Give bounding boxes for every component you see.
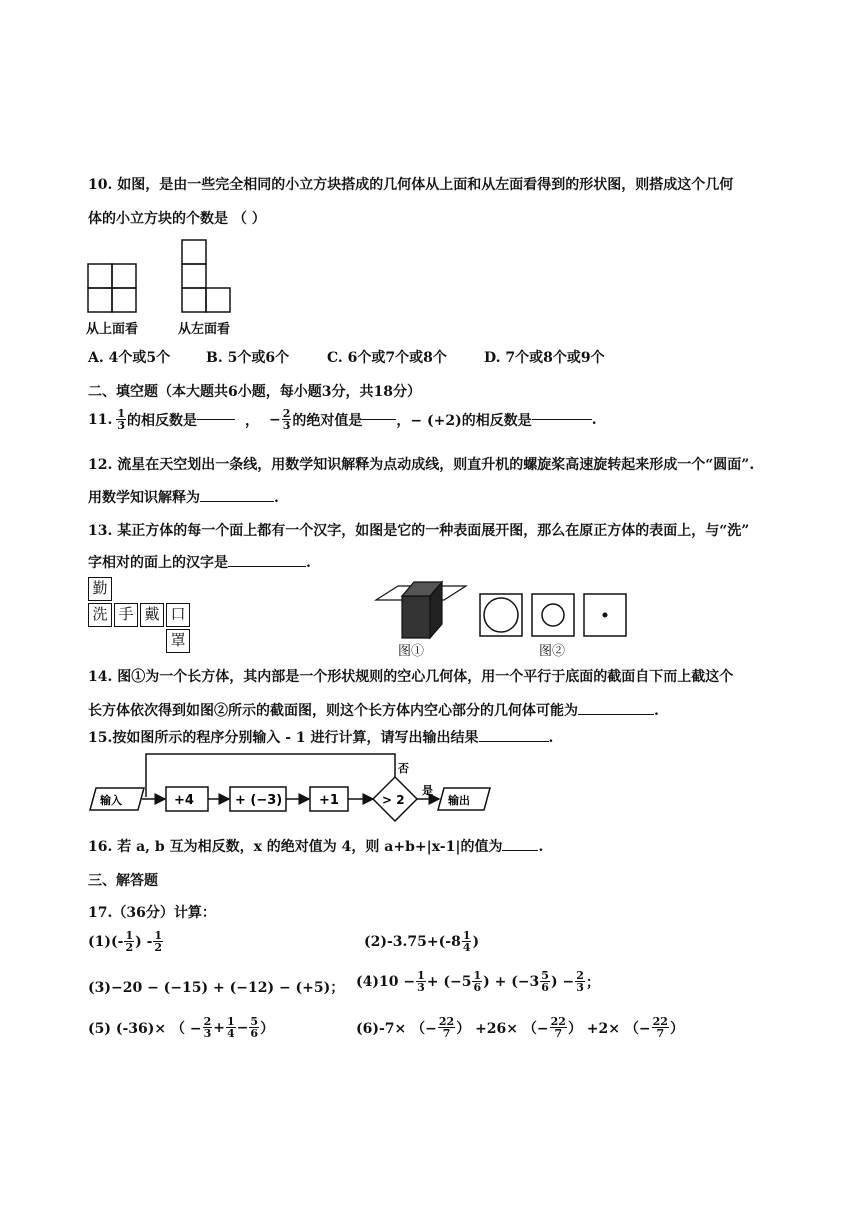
- flow-input-label: 输入: [100, 794, 122, 807]
- q14-line1: 14. 图①为一个长方体，其内部是一个形状规则的空心几何体，用一个平行于底面的截面自下而上截这个: [88, 669, 734, 685]
- q12-line1: 12. 流星在天空划出一条线，用数学知识解释为点动成线，则直升机的螺旋桨高速旋转起来形成一个“圆面”.: [88, 457, 755, 473]
- q10-option-c: C. 6个或7个或8个: [327, 350, 447, 366]
- cube-net: [88, 577, 198, 655]
- left-view-cell: [182, 264, 206, 288]
- figure2-caption: 图②: [539, 644, 566, 659]
- answer-blank[interactable]: [362, 419, 396, 420]
- q17-heading: 17.（36分）计算：: [88, 905, 216, 921]
- answer-blank[interactable]: [502, 850, 538, 851]
- loop-back-line: [146, 754, 395, 797]
- fraction: $\frac{1}{4}$: [227, 1015, 235, 1040]
- answer-blank[interactable]: [197, 419, 235, 420]
- fraction: $\frac{2}{3}$: [282, 407, 291, 432]
- left-view-cell: [182, 240, 206, 264]
- fraction: $\frac{2}{3}$: [203, 1015, 212, 1040]
- label-left-view: 从左面看: [178, 322, 231, 337]
- q17-part3: (3)−20 − (−15) + (−12) − (+5)；: [88, 980, 345, 996]
- net-face: 口: [166, 603, 190, 627]
- left-view-cell: [182, 288, 206, 312]
- answer-blank[interactable]: [532, 419, 592, 420]
- net-face: 戴: [140, 603, 164, 627]
- fraction: $\frac{1}{3}$: [417, 969, 425, 994]
- flow-no-label: 否: [398, 762, 409, 775]
- fraction: $\frac{1}{3}$: [117, 407, 126, 432]
- fraction: $\frac{1}{6}$: [473, 969, 482, 994]
- q17-part2: (2)-3.75+(-8 $\frac{1}{4}$ ): [364, 929, 480, 954]
- answer-blank[interactable]: [479, 741, 549, 742]
- q17-part1: (1)(- $\frac{1}{2}$ ) - $\frac{1}{2}$: [88, 929, 163, 954]
- section2-heading: 二、填空题（本大题共6小题，每小题3分，共18分）: [88, 384, 421, 400]
- label-top-view: 从上面看: [86, 322, 139, 337]
- flow-output-label: 输出: [448, 794, 470, 807]
- q10-line1: 10. 如图，是由一些完全相同的小立方块搭成的几何体从上面和从左面看得到的形状图，则搭成这个几何: [88, 177, 734, 193]
- section-large-circle: [480, 594, 522, 636]
- section3-heading: 三、解答题: [88, 873, 158, 889]
- top-view-cell: [88, 288, 112, 312]
- q14-line2: 长方体依次得到如图②所示的截面图，则这个长方体内空心部分的几何体可能为 .: [88, 703, 659, 719]
- left-view-cell: [206, 288, 230, 312]
- top-view-cell: [88, 264, 112, 288]
- fraction: $\frac{22}{7}$: [550, 1015, 566, 1040]
- q17-part4: (4)10 − $\frac{1}{3}$ + (−5 $\frac{1}{6}$ ) + (−3 $\frac{5}{6}$ ) − $\frac{2}{3}$ ；: [356, 969, 600, 994]
- fraction: $\frac{2}{3}$: [576, 969, 584, 994]
- net-face: 洗: [88, 603, 112, 627]
- top-view-cell: [112, 288, 136, 312]
- q10-option-a: A. 4个或5个: [88, 350, 171, 366]
- net-face: 手: [114, 603, 138, 627]
- q10-option-b: B. 5个或6个: [206, 350, 290, 366]
- q17-part6: (6)-7× （− $\frac{22}{7}$ ） +26× （− $\frac{22}{7}$ ） +2× （− $\frac{22}{7}$ ）: [356, 1015, 684, 1040]
- fraction: $\frac{5}{6}$: [250, 1015, 259, 1040]
- q10-views-figure: [86, 238, 236, 318]
- fraction: $\frac{22}{7}$: [438, 1015, 455, 1040]
- figure1-cuboid: [372, 574, 472, 644]
- net-face: 罩: [166, 629, 190, 653]
- fraction: $\frac{1}{2}$: [154, 929, 163, 954]
- answer-blank[interactable]: [578, 714, 654, 715]
- fraction: $\frac{1}{4}$: [462, 929, 471, 954]
- figure2-sections: [478, 592, 628, 640]
- q16: 16. 若 a, b 互为相反数，x 的绝对值为 4，则 a+b+|x-1|的值为 .: [88, 839, 544, 855]
- top-view-cell: [112, 264, 136, 288]
- q10-option-d: D. 7个或8个或9个: [484, 350, 605, 366]
- fraction: $\frac{1}{2}$: [125, 929, 134, 954]
- q12-line2: 用数学知识解释为 .: [88, 490, 279, 506]
- flow-yes-label: 是: [422, 784, 433, 797]
- net-face: 勤: [88, 577, 112, 601]
- cuboid-front: [402, 596, 430, 638]
- q17-part5: (5) (-36)× （ − $\frac{2}{3}$ + $\frac{1}{4}$ − $\frac{5}{6}$ ）: [88, 1015, 275, 1040]
- q13-line2: 字相对的面上的汉字是 .: [88, 555, 311, 571]
- fraction: $\frac{5}{6}$: [541, 969, 549, 994]
- answer-blank[interactable]: [228, 566, 306, 567]
- flow-op1-label: +4: [174, 793, 194, 808]
- flow-op3-label: +1: [319, 793, 339, 808]
- program-flowchart: [86, 750, 506, 822]
- flow-op2-label: + (−3): [235, 793, 283, 808]
- q11: 11. $\frac{1}{3}$ 的相反数是 ， − $\frac{2}{3}$ 的绝对值是 ，− (+2)的相反数是 .: [88, 407, 597, 432]
- q15-line1: 15.按如图所示的程序分别输入 - 1 进行计算，请写出输出结果 .: [88, 730, 554, 746]
- q13-line1: 13. 某正方体的每一个面上都有一个汉字，如图是它的一种表面展开图，那么在原正方体的表面上，与“洗”: [88, 523, 750, 539]
- answer-blank[interactable]: [200, 501, 274, 502]
- q11-number: 11.: [88, 411, 113, 428]
- fraction: $\frac{22}{7}$: [652, 1015, 668, 1040]
- flow-condition-label: > 2: [382, 793, 405, 807]
- section-small-circle: [532, 594, 574, 636]
- figure1-caption: 图①: [398, 644, 425, 659]
- q10-line2: 体的小立方块的个数是 （ ）: [88, 211, 266, 227]
